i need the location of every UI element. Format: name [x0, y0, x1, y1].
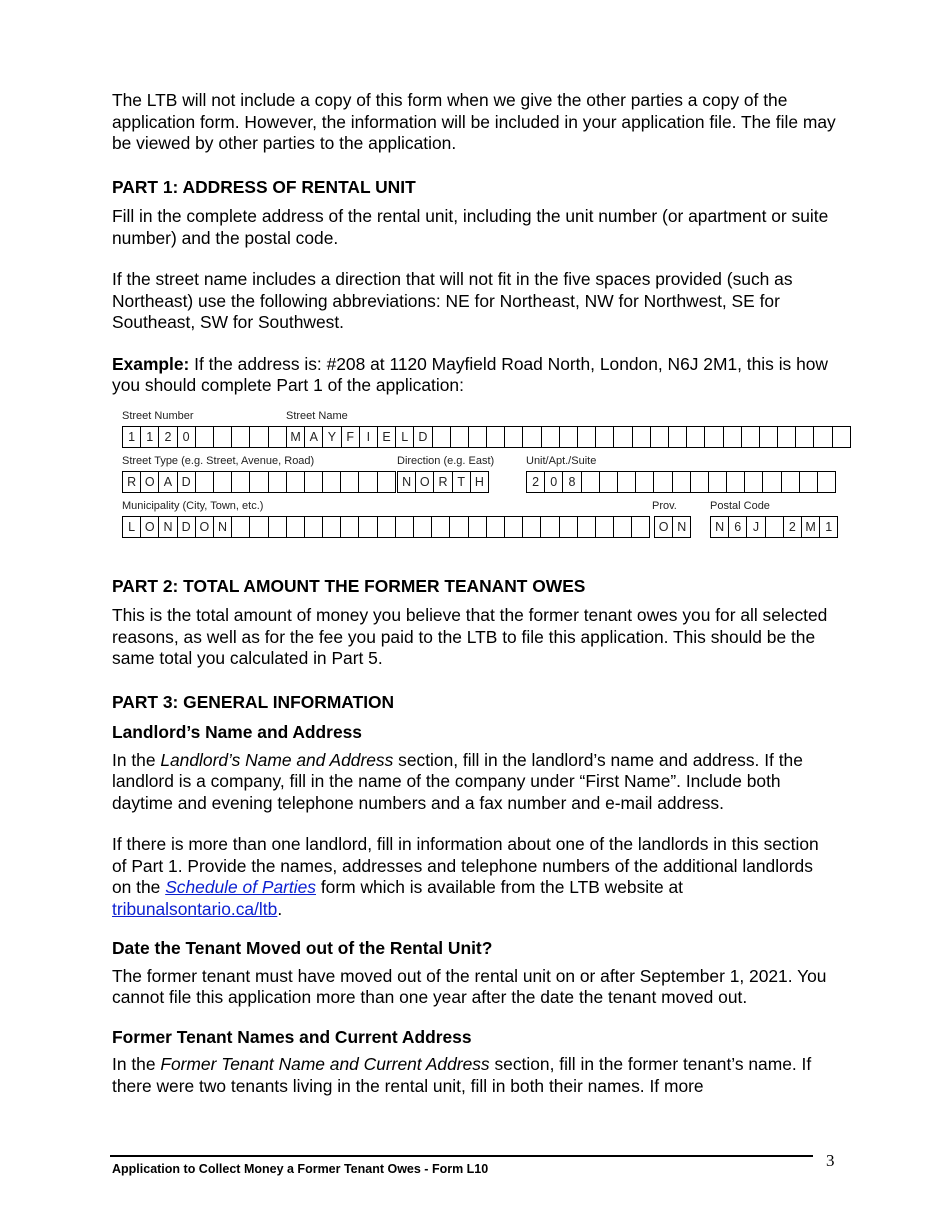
char-box — [778, 426, 796, 448]
char-box — [669, 426, 687, 448]
char-box — [636, 471, 654, 493]
char-box: R — [434, 471, 452, 493]
landlord-paragraph-1 — [112, 750, 837, 815]
char-box — [742, 426, 760, 448]
unit-boxes — [526, 471, 836, 493]
char-box — [469, 426, 487, 448]
char-box: N — [214, 516, 232, 538]
char-box — [560, 516, 578, 538]
char-box: N — [673, 516, 691, 538]
char-box: L — [396, 426, 414, 448]
char-box: D — [178, 516, 196, 538]
char-box — [433, 426, 451, 448]
char-box — [632, 516, 650, 538]
landlord-p2-text-c: . — [277, 898, 283, 919]
example-address-form — [112, 410, 837, 542]
landlord-p1-text-b: section, fill in the landlord’s name and address. If the landlord is a company, fill in the name of the company under “First Name”. Include both daytime and evening telephone numbers and a fax number and e-mail address. — [112, 749, 803, 813]
char-box — [305, 516, 323, 538]
char-box — [359, 516, 377, 538]
char-box — [614, 426, 632, 448]
char-box — [814, 426, 832, 448]
street-type-label: Street Type (e.g. Street, Avenue, Road) — [122, 454, 315, 467]
char-box — [451, 426, 469, 448]
char-box — [633, 426, 651, 448]
date-moved-heading: Date the Tenant Moved out of the Rental Unit? — [112, 938, 493, 958]
part1-example — [112, 354, 837, 397]
char-box — [523, 516, 541, 538]
char-box — [654, 471, 672, 493]
char-box — [833, 426, 851, 448]
char-box — [269, 426, 287, 448]
char-box: E — [378, 426, 396, 448]
tenant-p-text-b: section, fill in the former tenant’s name. If there were two tenants living in the rental unit, fill in both their names. If more — [112, 1054, 812, 1096]
char-box — [469, 516, 487, 538]
street-number-label: Street Number — [122, 409, 194, 422]
unit-label: Unit/Apt./Suite — [526, 454, 597, 467]
char-box — [600, 471, 618, 493]
landlord-p1-emphasis: Landlord’s Name and Address — [160, 749, 394, 770]
char-box — [763, 471, 781, 493]
char-box: J — [747, 516, 765, 538]
char-box — [818, 471, 836, 493]
char-box: H — [471, 471, 489, 493]
char-box — [578, 426, 596, 448]
municipality-boxes — [122, 516, 650, 538]
part1-paragraph-1: Fill in the complete address of the rental unit, including the unit number (or apartment or suite number) and the postal code. — [112, 206, 829, 248]
province-label: Prov. — [652, 499, 677, 512]
char-box — [596, 426, 614, 448]
page-content — [112, 90, 837, 1097]
char-box — [505, 516, 523, 538]
part2-heading: PART 2: TOTAL AMOUNT THE FORMER TEANANT OWES — [112, 575, 586, 596]
char-box — [745, 471, 763, 493]
char-box: 0 — [545, 471, 563, 493]
char-box — [196, 471, 214, 493]
footer-rule — [110, 1155, 813, 1157]
part1-paragraph-2: If the street name includes a direction that will not fit in the five spaces provided (such as Northeast) use the following abbreviations: NE for Northeast, NW for Northwest, SE for Southeast, SW for Southwest. — [112, 269, 793, 332]
example-text: If the address is: #208 at 1120 Mayfield Road North, London, N6J 2M1, this is how you should complete Part 1 of the application: — [112, 353, 828, 395]
ltb-website-link[interactable]: tribunalsontario.ca/ltb — [112, 898, 278, 919]
char-box: I — [360, 426, 378, 448]
landlord-paragraph-2 — [112, 834, 837, 920]
char-box: R — [123, 471, 141, 493]
char-box — [341, 471, 359, 493]
postal-code-label: Postal Code — [710, 499, 770, 512]
former-tenant-paragraph — [112, 1054, 837, 1097]
direction-label: Direction (e.g. East) — [397, 454, 495, 467]
char-box: A — [305, 426, 323, 448]
date-moved-paragraph: The former tenant must have moved out of the rental unit on or after September 1, 2021. You cannot file this application more than one year after the date the tenant moved out. — [112, 965, 827, 1007]
street-name-label: Street Name — [286, 409, 348, 422]
char-box: 1 — [123, 426, 141, 448]
char-box — [269, 471, 287, 493]
char-box — [196, 426, 214, 448]
landlord-heading: Landlord’s Name and Address — [112, 722, 362, 742]
char-box — [341, 516, 359, 538]
char-box: N — [711, 516, 729, 538]
char-box — [727, 471, 745, 493]
char-box — [687, 426, 705, 448]
char-box — [232, 426, 250, 448]
char-box — [651, 426, 669, 448]
char-box — [766, 516, 784, 538]
char-box — [359, 471, 377, 493]
char-box: M — [287, 426, 305, 448]
street-type-boxes — [122, 471, 396, 493]
char-box — [250, 516, 268, 538]
char-box — [232, 516, 250, 538]
landlord-p2-text-b: form which is available from the LTB website at — [316, 877, 683, 897]
char-box — [760, 426, 778, 448]
char-box — [709, 471, 727, 493]
char-box: O — [141, 516, 159, 538]
char-box — [578, 516, 596, 538]
char-box — [287, 471, 305, 493]
char-box — [378, 471, 396, 493]
char-box: Y — [323, 426, 341, 448]
street-name-boxes — [286, 426, 851, 448]
char-box — [614, 516, 632, 538]
char-box — [396, 516, 414, 538]
char-box — [269, 516, 287, 538]
char-box: 1 — [141, 426, 159, 448]
char-box — [596, 516, 614, 538]
char-box — [560, 426, 578, 448]
char-box — [542, 426, 560, 448]
char-box: O — [141, 471, 159, 493]
landlord-p1-text-a: In the — [112, 749, 161, 770]
char-box — [305, 471, 323, 493]
char-box — [323, 516, 341, 538]
char-box: O — [416, 471, 434, 493]
char-box: O — [196, 516, 214, 538]
page-number: 3 — [826, 1151, 835, 1170]
street-number-boxes — [122, 426, 287, 448]
char-box: O — [655, 516, 673, 538]
part1-heading: PART 1: ADDRESS OF RENTAL UNIT — [112, 176, 416, 197]
char-box: F — [342, 426, 360, 448]
char-box: N — [159, 516, 177, 538]
char-box — [287, 516, 305, 538]
char-box — [250, 471, 268, 493]
char-box — [800, 471, 818, 493]
char-box — [541, 516, 559, 538]
char-box: L — [123, 516, 141, 538]
char-box — [724, 426, 742, 448]
direction-boxes — [397, 471, 489, 493]
char-box: 2 — [159, 426, 177, 448]
char-box — [250, 426, 268, 448]
char-box — [782, 471, 800, 493]
char-box: 2 — [784, 516, 802, 538]
char-box — [214, 426, 232, 448]
landlord-p2-text-a: If there is more than one landlord, fill in information about one of the landlords in this section of Part 1. Provide the names, addresses and telephone numbers of the additional landlords on the — [112, 834, 819, 897]
char-box — [214, 471, 232, 493]
char-box: 1 — [820, 516, 838, 538]
char-box — [487, 426, 505, 448]
municipality-label: Municipality (City, Town, etc.) — [122, 499, 264, 512]
char-box — [523, 426, 541, 448]
char-box — [505, 426, 523, 448]
postal-code-boxes — [710, 516, 838, 538]
char-box: A — [159, 471, 177, 493]
tenant-p-text-a: In the — [112, 1054, 161, 1074]
part2-paragraph: This is the total amount of money you believe that the former tenant owes you for all selected reasons, as well as for the fee you paid to the LTB to file this application. This should be the same total you calculated in Part 5. — [112, 605, 828, 668]
example-label: Example: — [112, 353, 190, 374]
char-box — [691, 471, 709, 493]
char-box — [673, 471, 691, 493]
char-box: 6 — [729, 516, 747, 538]
char-box — [618, 471, 636, 493]
char-box: 8 — [563, 471, 581, 493]
char-box — [582, 471, 600, 493]
char-box: D — [414, 426, 432, 448]
char-box — [705, 426, 723, 448]
char-box — [232, 471, 250, 493]
char-box — [450, 516, 468, 538]
char-box: D — [178, 471, 196, 493]
intro-paragraph: The LTB will not include a copy of this form when we give the other parties a copy of the application form. However, the information will be included in your application file. The file may be viewed by other parties to the application. — [112, 90, 836, 153]
char-box: M — [802, 516, 820, 538]
char-box — [414, 516, 432, 538]
char-box — [487, 516, 505, 538]
char-box — [432, 516, 450, 538]
char-box: T — [453, 471, 471, 493]
footer-form-title: Application to Collect Money a Former Tenant Owes - Form L10 — [112, 1162, 489, 1176]
tenant-p-emphasis: Former Tenant Name and Current Address — [160, 1054, 490, 1074]
char-box — [796, 426, 814, 448]
char-box: N — [398, 471, 416, 493]
part3-heading: PART 3: GENERAL INFORMATION — [112, 691, 395, 712]
schedule-of-parties-link[interactable]: Schedule of Parties — [165, 877, 316, 897]
char-box — [378, 516, 396, 538]
char-box: 0 — [178, 426, 196, 448]
former-tenant-heading: Former Tenant Names and Current Address — [112, 1026, 472, 1047]
province-boxes — [654, 516, 691, 538]
char-box — [323, 471, 341, 493]
char-box: 2 — [527, 471, 545, 493]
